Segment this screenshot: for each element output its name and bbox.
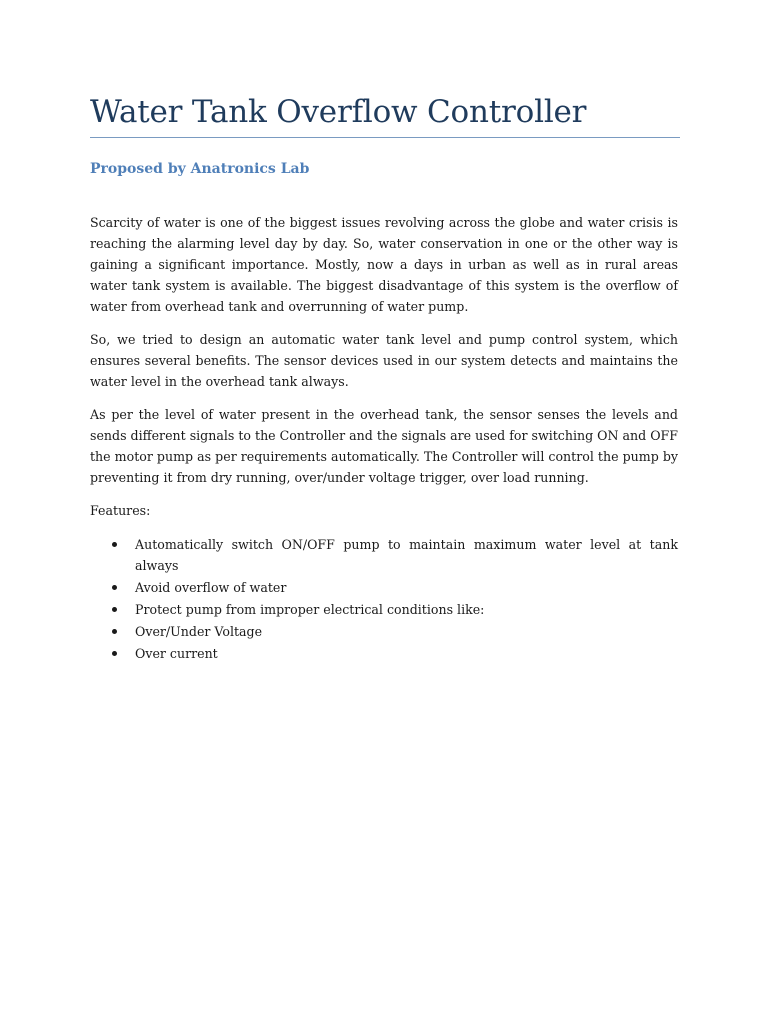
document-title: Water Tank Overflow Controller: [90, 94, 587, 130]
features-list: [90, 534, 678, 664]
list-item-text: Avoid overflow of water: [135, 580, 287, 595]
features-heading: Features:: [90, 503, 151, 518]
list-item-text: Automatically switch ON/OFF pump to maintain maximum water level at tank always: [135, 537, 678, 573]
list-item: [90, 534, 678, 576]
list-item: [90, 643, 678, 664]
bullet-icon: [112, 651, 117, 656]
bullet-icon: [112, 629, 117, 634]
paragraph: So, we tried to design an automatic water tank level and pump control system, which ensures several benefits. The sensor devices used in our system detects and maintains the water level in the overhead tank always.: [90, 332, 678, 389]
title-underline: [90, 137, 680, 138]
paragraph: Scarcity of water is one of the biggest issues revolving across the globe and water crisis is reaching the alarming level day by day. So, water conservation in one or the other way is gaining a significant importance. Mostly, now a days in urban as well as in rural areas water tank system is available. The biggest disadvantage of this system is the overflow of water from overhead tank and overrunning of water pump.: [90, 215, 678, 314]
document-subtitle: Proposed by Anatronics Lab: [90, 161, 310, 177]
paragraph: As per the level of water present in the overhead tank, the sensor senses the levels and sends different signals to the Controller and the signals are used for switching ON and OFF the motor pump as per requirements automatically. The Controller will control the pump by preventing it from dry running, over/under voltage trigger, over load running.: [90, 407, 679, 485]
bullet-icon: [112, 542, 117, 547]
bullet-icon: [112, 585, 117, 590]
bullet-icon: [112, 607, 117, 612]
list-item-text: Protect pump from improper electrical conditions like:: [135, 602, 485, 617]
document-body: [90, 212, 678, 665]
list-item: [90, 577, 678, 598]
list-item: [90, 621, 678, 642]
list-item: [90, 599, 678, 620]
list-item-text: Over current: [135, 646, 218, 661]
list-item-text: Over/Under Voltage: [135, 624, 263, 639]
